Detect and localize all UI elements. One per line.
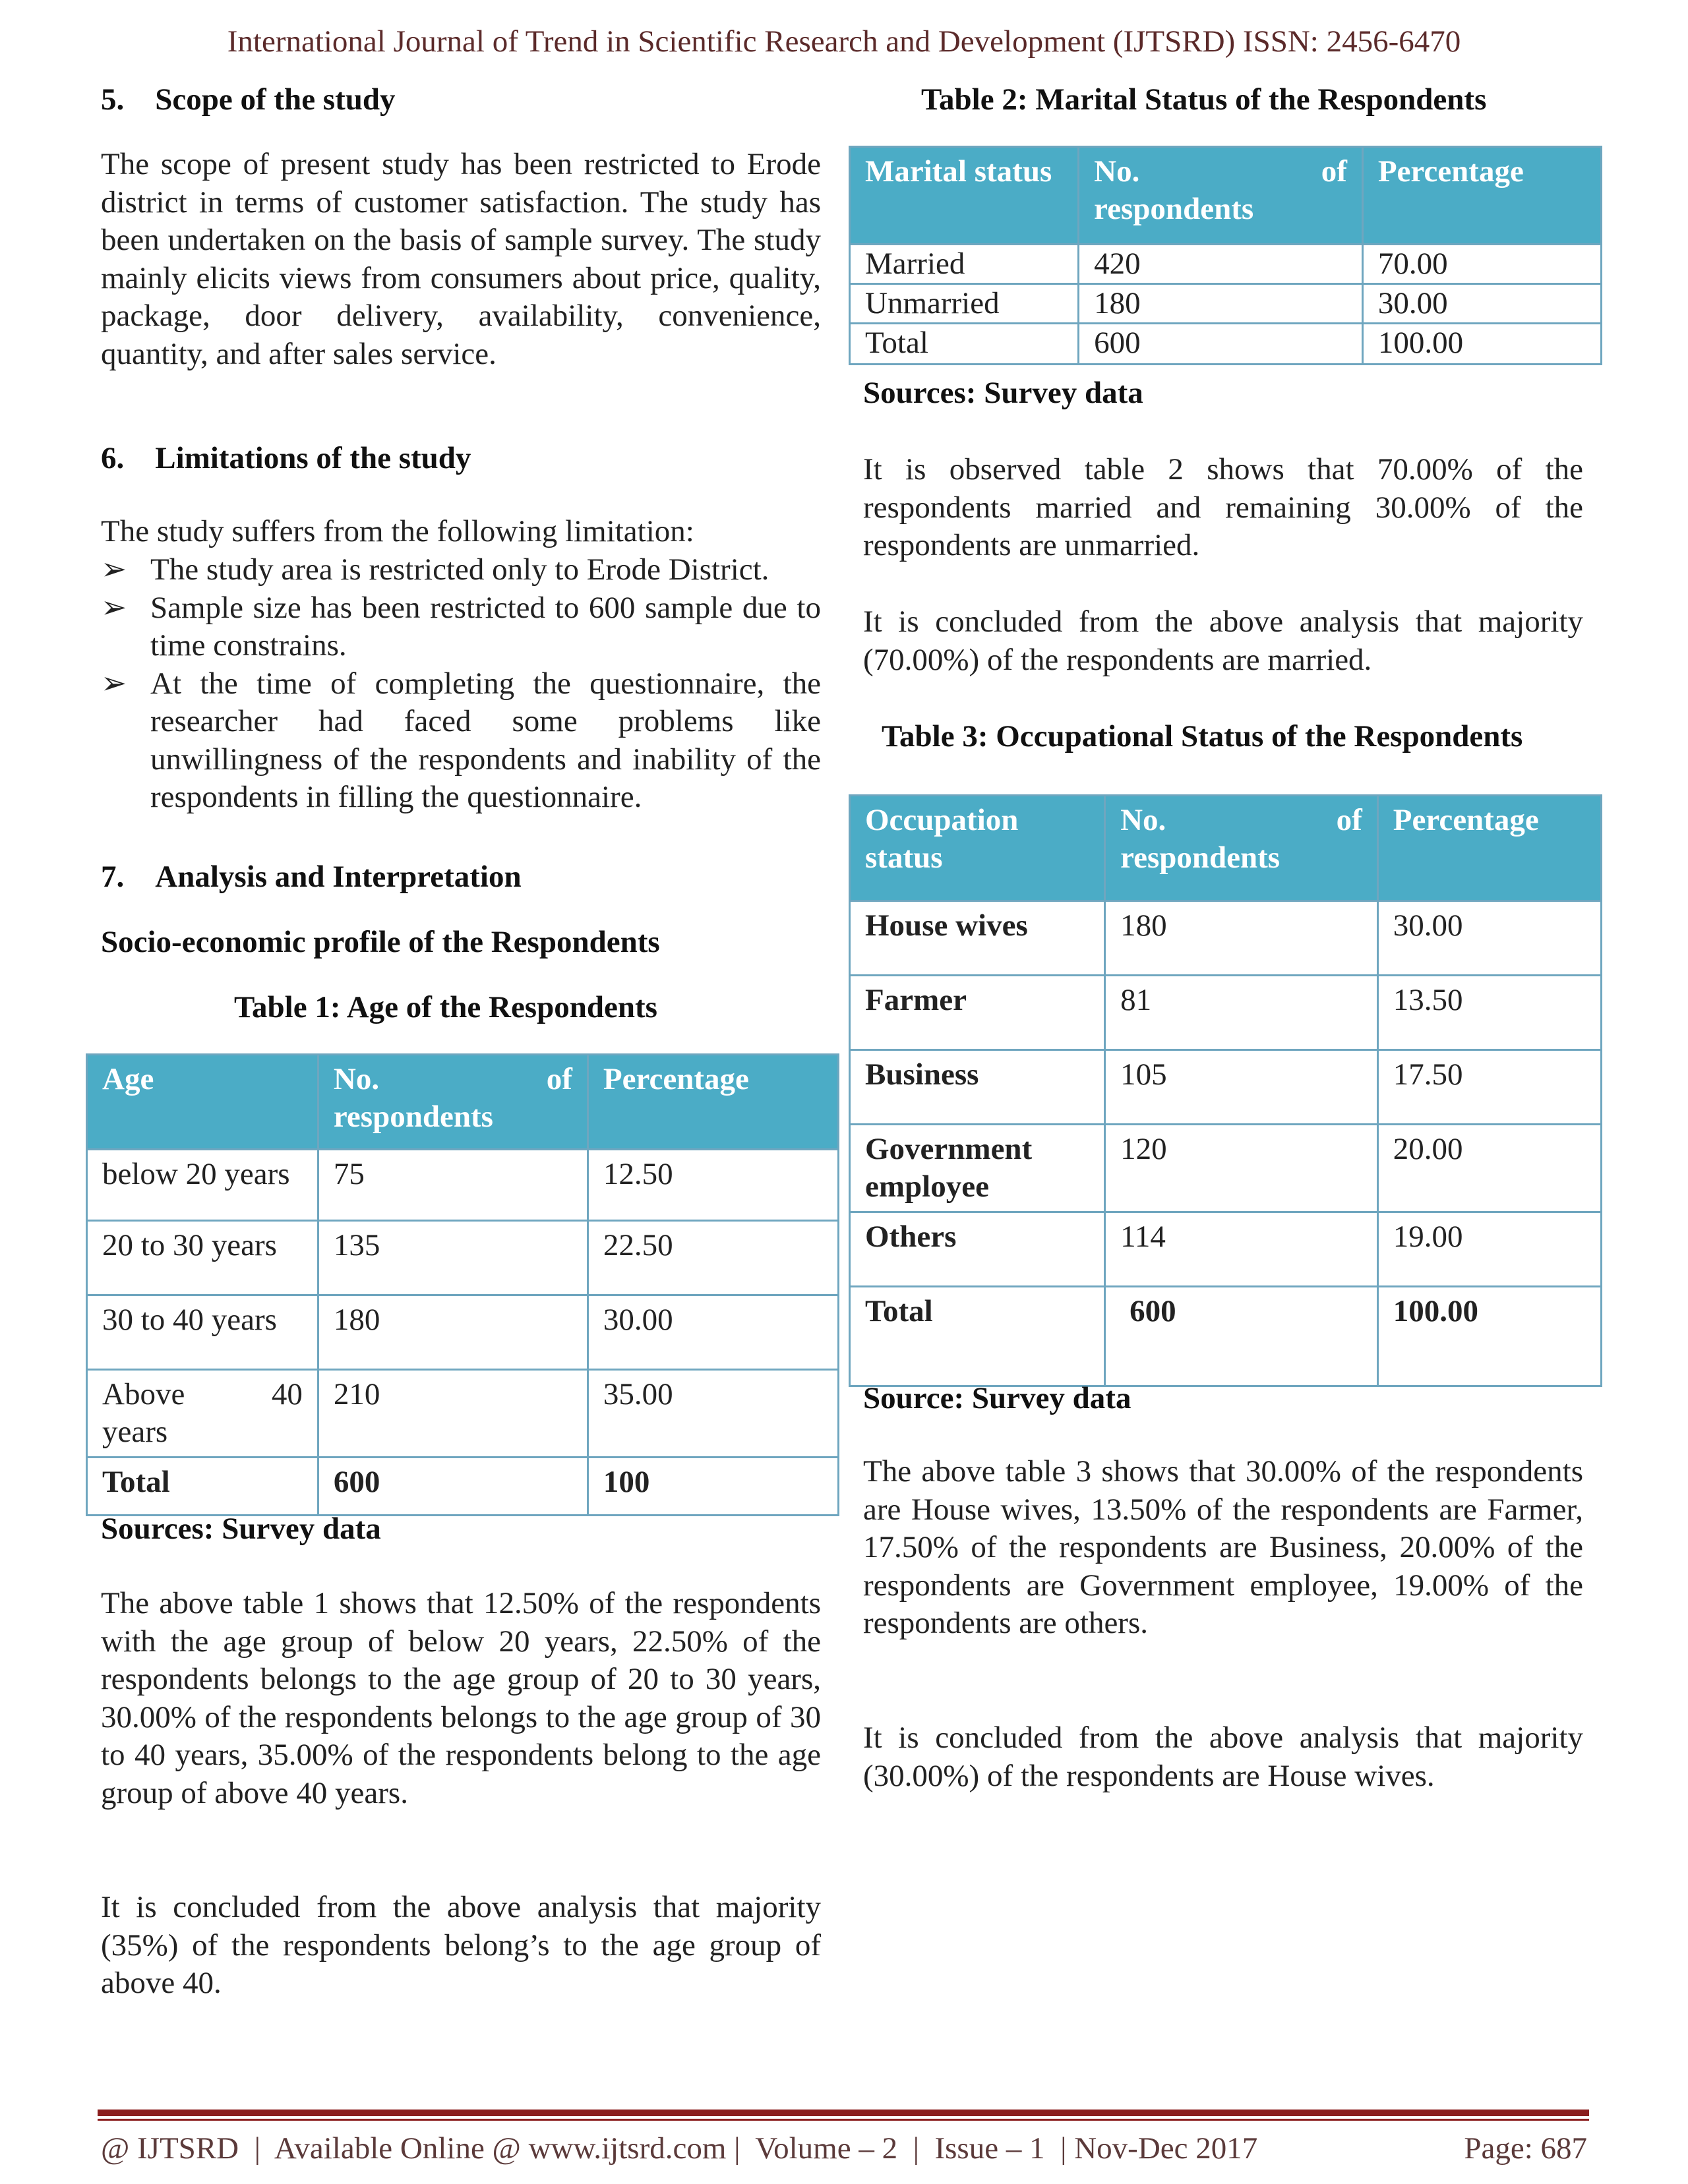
footer-rule-thick	[98, 2110, 1589, 2116]
header-no-of-respondents: No. of respondents	[1105, 796, 1378, 901]
table-row: Business 105 17.50	[850, 1050, 1602, 1125]
table-2-marital-status	[849, 146, 1602, 365]
footer-citation: @ IJTSRD | Available Online @ www.ijtsrd.com | Volume – 2 | Issue – 1 | Nov-Dec 2017	[101, 2131, 1258, 2166]
table-row: Above 40 years 210 35.00	[87, 1370, 839, 1458]
table-total-row: Total 600 100.00	[850, 324, 1602, 365]
header-percentage: Percentage	[588, 1055, 838, 1150]
table-3-conclusion: It is concluded from the above analysis that majority (30.00%) of the respondents are House wives.	[863, 1721, 1583, 1793]
table-row: Others 114 19.00	[850, 1212, 1602, 1287]
table-3-analysis: The above table 3 shows that 30.00% of the respondents are House wives, 13.50% of the respondents are Farmer, 17.50% of the respondents are Business, 20.00% of the respondents are Government employee, 19.00% of the respondents are others.	[863, 1454, 1583, 1640]
table-row: Farmer 81 13.50	[850, 976, 1602, 1050]
header-percentage: Percentage	[1362, 147, 1601, 245]
limitations-list	[101, 551, 821, 817]
table-row: 20 to 30 years 135 22.50	[87, 1221, 839, 1295]
table-1-analysis: The above table 1 shows that 12.50% of the respondents with the age group of below 20 years, 22.50% of the respondents belongs to the age group of 20 to 30 years, 30.00% of the respondents belongs to the age group of 30 to 40 years, 35.00% of the respondents belong to the age group of above 40 years.	[101, 1586, 821, 1810]
table-2-conclusion: It is concluded from the above analysis that majority (70.00%) of the respondents are married.	[863, 605, 1583, 677]
table-header-row	[850, 796, 1602, 901]
table-1-title: Table 1: Age of the Respondents	[234, 990, 657, 1024]
table-row: below 20 years 75 12.50	[87, 1150, 839, 1221]
table-1-source: Sources: Survey data	[101, 1512, 381, 1546]
arrow-bullet-icon: ➢	[101, 590, 127, 625]
table-header-row	[850, 147, 1602, 245]
section-6-title: 6. Limitations of the study	[101, 441, 471, 475]
table-1-age	[86, 1053, 839, 1516]
table-row: House wives 180 30.00	[850, 901, 1602, 976]
section-6-intro: The study suffers from the following limitation:	[101, 514, 694, 548]
header-no-of-respondents: No. of respondents	[1079, 147, 1363, 245]
list-item: ➢ At the time of completing the questionnaire, the researcher had faced some problems like unwillingness of the respondents and inability of the respondents in filling the questionnaire.	[101, 666, 821, 814]
table-2-source: Sources: Survey data	[863, 376, 1143, 410]
table-total-row: Total 600 100	[87, 1458, 839, 1516]
header-occupation-status: Occupation status	[850, 796, 1105, 901]
section-5-body: The scope of present study has been restricted to Erode district in terms of customer satisfaction. The study has been undertaken on the basis of sample survey. The study mainly elicits views from consumers about price, quality, package, door delivery, availability, convenience, quantity, and after sales service.	[101, 147, 821, 371]
table-header-row	[87, 1055, 839, 1150]
table-row: Government employee 120 20.00	[850, 1125, 1602, 1212]
table-row: 30 to 40 years 180 30.00	[87, 1295, 839, 1370]
header-percentage: Percentage	[1377, 796, 1601, 901]
table-1-conclusion: It is concluded from the above analysis that majority (35%) of the respondents belong’s to the age group of above 40.	[101, 1890, 821, 2000]
table-2-title: Table 2: Marital Status of the Respondents	[921, 82, 1487, 117]
list-item: ➢ The study area is restricted only to Erode District.	[101, 551, 821, 589]
arrow-bullet-icon: ➢	[101, 666, 127, 701]
table-3-source: Source: Survey data	[863, 1381, 1131, 1415]
table-total-row: Total 600 100.00	[850, 1287, 1602, 1386]
socio-economic-title: Socio-economic profile of the Respondents	[101, 925, 660, 959]
journal-header: International Journal of Trend in Scientific Research and Development (IJTSRD) ISSN: 2456-6470	[227, 24, 1461, 59]
table-3-title: Table 3: Occupational Status of the Respondents	[882, 719, 1523, 753]
section-7-title: 7. Analysis and Interpretation	[101, 860, 522, 894]
table-3-occupational-status	[849, 794, 1602, 1387]
header-age: Age	[87, 1055, 318, 1150]
table-2-analysis: It is observed table 2 shows that 70.00% of the respondents married and remaining 30.00% of the respondents are unmarried.	[863, 452, 1583, 562]
list-item: ➢ Sample size has been restricted to 600 sample due to time constrains.	[101, 590, 821, 663]
page-number: Page: 687	[1464, 2131, 1587, 2166]
header-marital-status: Marital status	[850, 147, 1079, 245]
footer-rule-thin	[98, 2119, 1589, 2121]
header-no-of-respondents: No. of respondents	[318, 1055, 588, 1150]
arrow-bullet-icon: ➢	[101, 552, 127, 587]
table-row: Married 420 70.00	[850, 245, 1602, 284]
table-row: Unmarried 180 30.00	[850, 284, 1602, 324]
section-5-title: 5. Scope of the study	[101, 82, 396, 117]
